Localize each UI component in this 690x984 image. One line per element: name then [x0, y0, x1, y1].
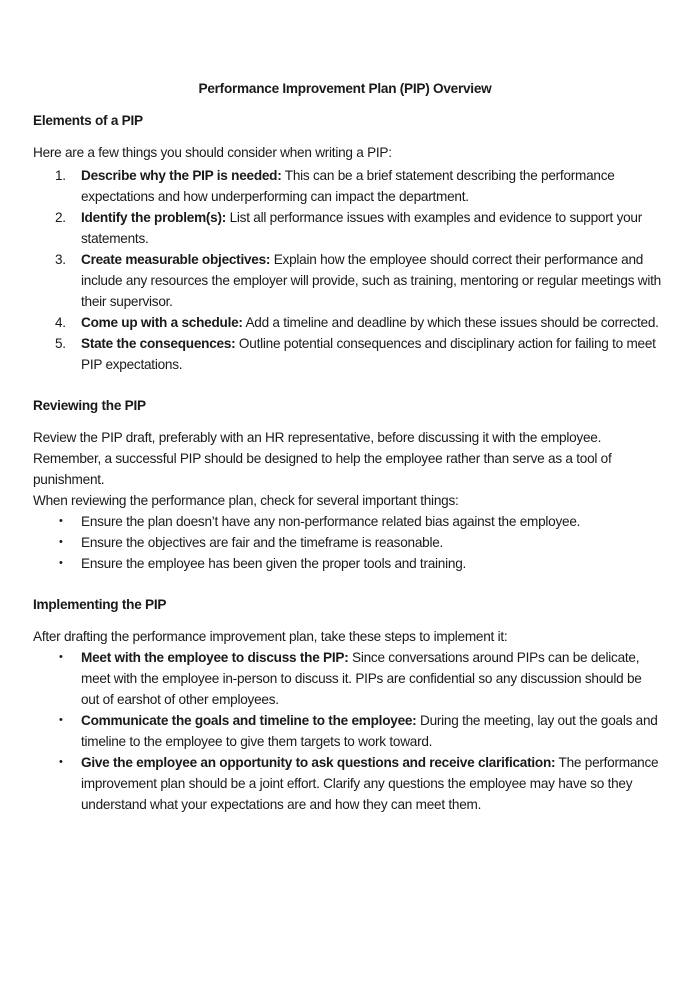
bullet-icon: • — [59, 557, 63, 569]
bullet-list — [33, 647, 663, 815]
section-intro: Review the PIP draft, preferably with an HR representative, before discussing it with the employee. Remember, a successful PIP should be designed to help the employee rather than serve as a tool of punishment. — [33, 430, 612, 487]
list-item: 2. Identify the problem(s): List all performance issues with examples and evidence to support your statements. — [33, 207, 663, 249]
bullet-icon: • — [59, 756, 63, 768]
bullet-icon: • — [59, 714, 63, 726]
section-intro-2: When reviewing the performance plan, check for several important things: — [33, 493, 459, 508]
numbered-list — [33, 165, 663, 375]
section-intro: Here are a few things you should consider when writing a PIP: — [33, 145, 392, 160]
bullet-icon: • — [59, 515, 63, 527]
list-item: 3. Create measurable objectives: Explain how the employee should correct their performance and include any resources the employer will provide, such as training, mentoring or regular meetings with their supervisor. — [33, 249, 663, 312]
document-page — [33, 78, 663, 815]
list-number: 4. — [55, 315, 66, 330]
list-item: • Ensure the employee has been given the proper tools and training. — [33, 553, 663, 574]
list-item: • Give the employee an opportunity to ask questions and receive clarification: The performance improvement plan should be a joint effort. Clarify any questions the employee may have so they understand what your expectations are and how they can meet them. — [33, 752, 663, 815]
section-heading-elements: Elements of a PIP — [33, 113, 143, 128]
list-item: • Communicate the goals and timeline to the employee: During the meeting, lay out the goals and timeline to the employee to give them targets to work toward. — [33, 710, 663, 752]
list-item: • Meet with the employee to discuss the PIP: Since conversations around PIPs can be delicate, meet with the employee in-person to discuss it. PIPs are confidential so any discussion should be out of earshot of other employees. — [33, 647, 663, 710]
list-item: 4. Come up with a schedule: Add a timeline and deadline by which these issues should be corrected. — [33, 312, 663, 333]
list-number: 3. — [55, 252, 66, 267]
list-item: 5. State the consequences: Outline potential consequences and disciplinary action for failing to meet PIP expectations. — [33, 333, 663, 375]
list-number: 2. — [55, 210, 66, 225]
list-number: 5. — [55, 336, 66, 351]
list-item: • Ensure the objectives are fair and the timeframe is reasonable. — [33, 532, 663, 553]
list-item: 1. Describe why the PIP is needed: This can be a brief statement describing the performance expectations and how underperforming can impact the department. — [33, 165, 663, 207]
section-intro: After drafting the performance improvement plan, take these steps to implement it: — [33, 629, 508, 644]
document-title: Performance Improvement Plan (PIP) Overview — [198, 81, 492, 96]
list-item: • Ensure the plan doesn’t have any non-performance related bias against the employee. — [33, 511, 663, 532]
section-heading-implementing: Implementing the PIP — [33, 597, 167, 612]
list-number: 1. — [55, 168, 66, 183]
bullet-list — [33, 511, 663, 574]
section-heading-reviewing: Reviewing the PIP — [33, 398, 146, 413]
bullet-icon: • — [59, 651, 63, 663]
bullet-icon: • — [59, 536, 63, 548]
